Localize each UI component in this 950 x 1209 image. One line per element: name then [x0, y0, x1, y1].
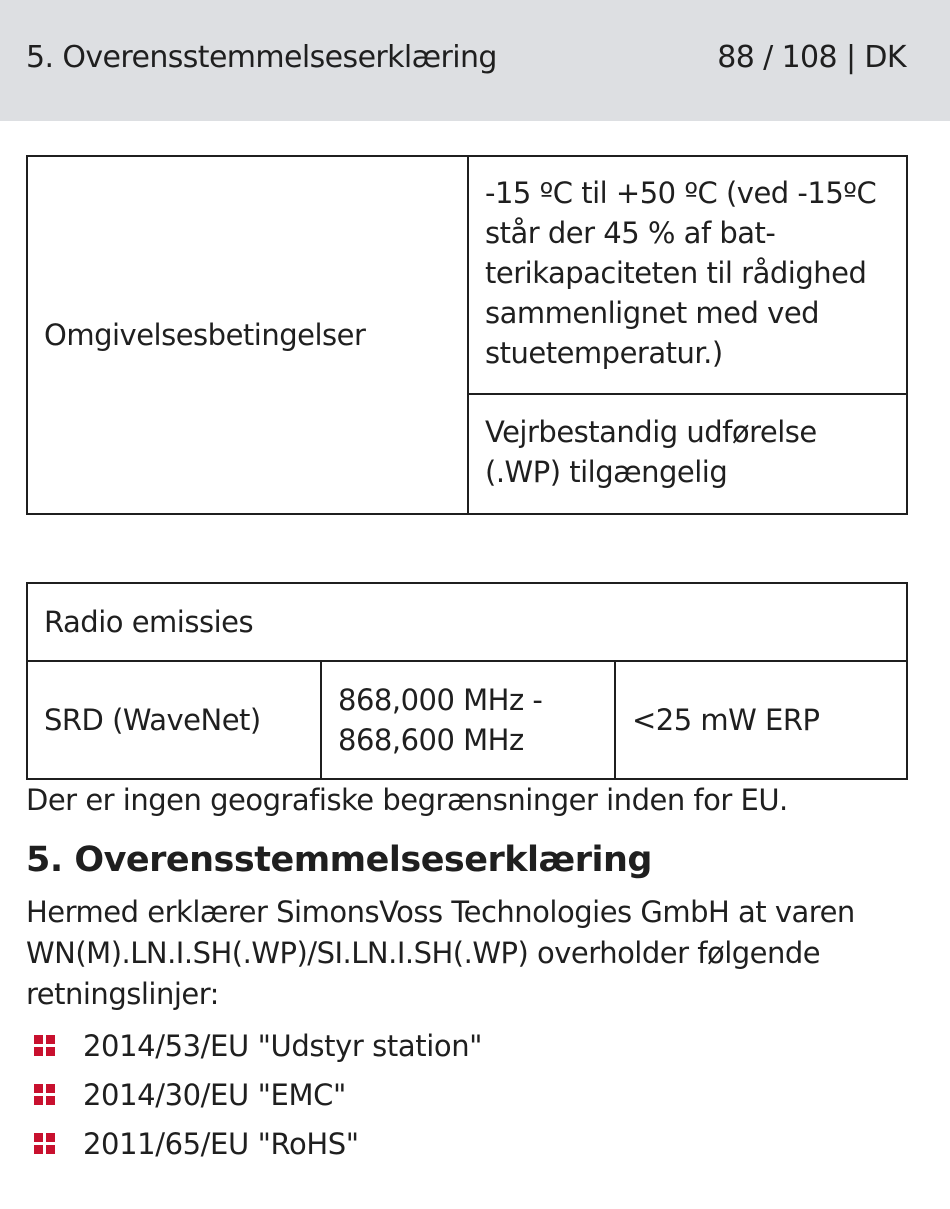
eu-restriction-note: Der er ingen geografiske begrænsninger inden for EU.	[26, 783, 788, 817]
red-square-bullet-icon	[34, 1035, 55, 1056]
list-item	[26, 1070, 482, 1119]
temperature-range-cell: -15 ºC til +50 ºC (ved -15ºC står der 45 % af bat-terikapaciteten til rådighed sammenlignet med ved stuetemperatur.)	[468, 156, 907, 394]
directive-text: 2011/65/EU "RoHS"	[83, 1126, 359, 1161]
radio-table-header: Radio emissies	[27, 583, 907, 661]
radio-emissions-table	[26, 582, 908, 780]
red-square-bullet-icon	[34, 1084, 55, 1105]
weatherproof-cell: Vejrbestandig udførelse (.WP) tilgængelig	[468, 394, 907, 514]
environment-table	[26, 155, 908, 515]
list-item	[26, 1119, 482, 1168]
directive-list	[26, 1021, 482, 1168]
radio-type-cell: SRD (WaveNet)	[27, 661, 321, 779]
power-cell: <25 mW ERP	[615, 661, 907, 779]
declaration-paragraph: Hermed erklærer SimonsVoss Technologies GmbH at varen WN(M).LN.I.SH(.WP)/SI.LN.I.SH(.WP) overholder følgende retningslinjer:	[26, 895, 855, 1011]
page-number: 88 / 108 | DK	[717, 40, 906, 75]
environment-label: Omgivelsesbetingelser	[27, 156, 468, 514]
directive-text: 2014/53/EU "Udstyr station"	[83, 1028, 483, 1063]
header-title: 5. Overensstemmelseserklæring	[26, 40, 497, 75]
list-item	[26, 1021, 482, 1070]
red-square-bullet-icon	[34, 1133, 55, 1154]
page-header	[0, 0, 950, 121]
directive-text: 2014/30/EU "EMC"	[83, 1077, 346, 1112]
section-heading: 5. Overensstemmelseserklæring	[26, 840, 652, 880]
frequency-cell: 868,000 MHz - 868,600 MHz	[321, 661, 615, 779]
